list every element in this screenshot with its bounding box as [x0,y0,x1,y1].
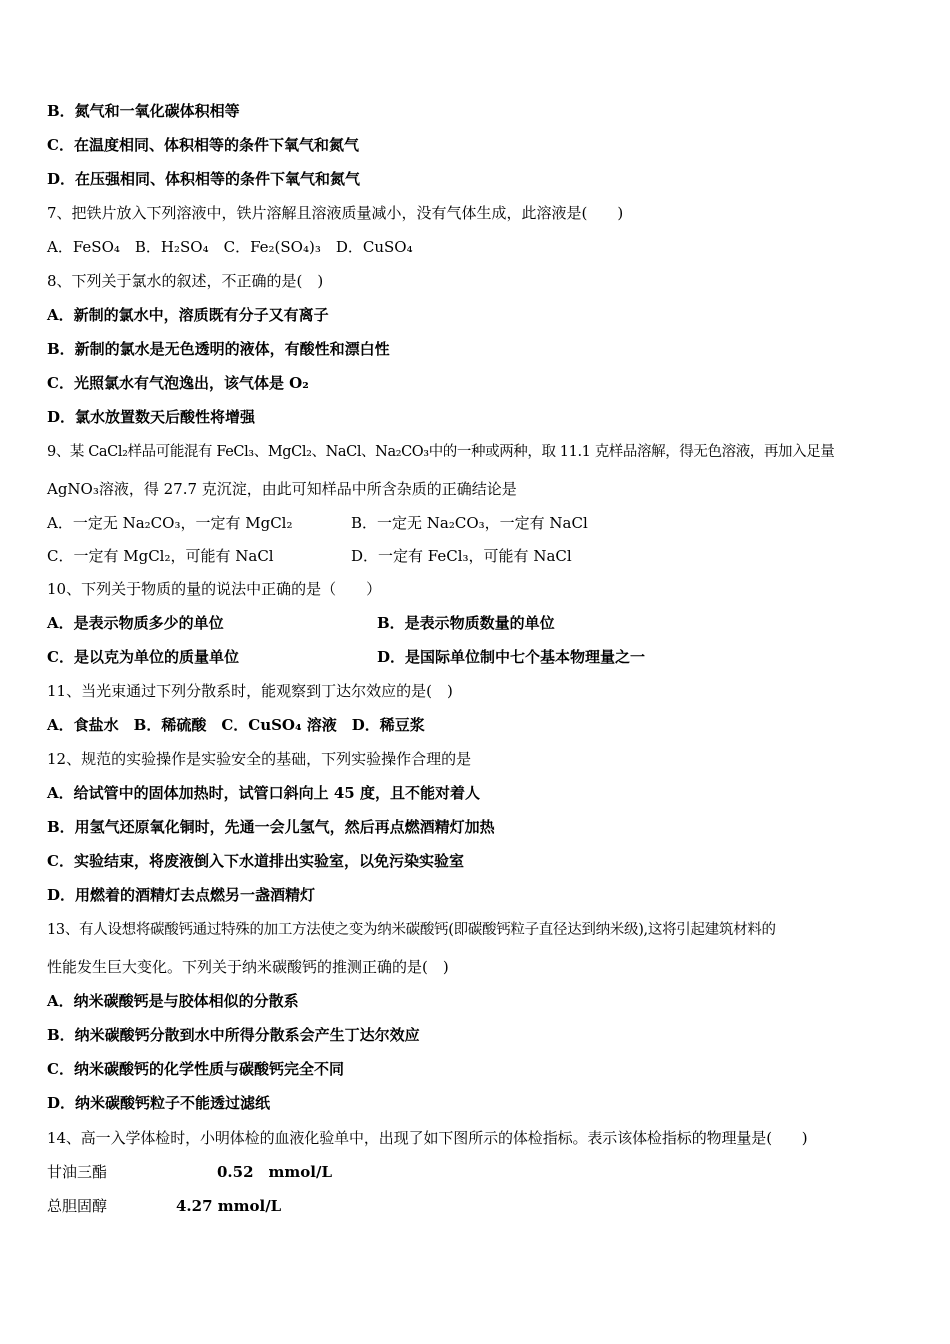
q12-option-b: B．用氢气还原氧化铜时，先通一会儿氢气，然后再点燃酒精灯加热 [47,818,495,836]
q12-option-c: C．实验结束，将废液倒入下水道排出实验室，以免污染实验室 [47,852,464,870]
q6-option-c: C．在温度相同、体积相等的条件下氧气和氮气 [47,136,359,154]
q8-option-d: D．氯水放置数天后酸性将增强 [47,408,256,426]
q9-option-a: A．一定无 Na₂CO₃，一定有 MgCl₂ [47,514,293,532]
q13-option-b: B．纳米碳酸钙分散到水中所得分散系会产生丁达尔效应 [47,1026,420,1044]
q14-stem: 14、高一入学体检时，小明体检的血液化验单中，出现了如下图所示的体检指标。表示该体检指标的物理量是( ) [47,1129,808,1147]
q8-stem: 8、下列关于氯水的叙述，不正确的是( ) [47,272,324,290]
q9-option-d: D．一定有 FeCl₃，可能有 NaCl [351,547,572,565]
q9-option-b: B．一定无 Na₂CO₃，一定有 NaCl [351,514,588,532]
q12-option-d: D．用燃着的酒精灯去点燃另一盏酒精灯 [47,886,316,904]
q13-option-d: D．纳米碳酸钙粒子不能透过滤纸 [47,1094,271,1112]
q6-option-b: B．氮气和一氧化碳体积相等 [47,102,240,120]
q13-stem-line1: 13、有人设想将碳酸钙通过特殊的加工方法使之变为纳米碳酸钙(即碳酸钙粒子直径达到纳米级),这将引起建筑材料的 [47,922,776,938]
q14-row1-value: 0.52 mmol/L [217,1163,333,1181]
q14-row2-value: 4.27 mmol/L [176,1197,282,1215]
q9-option-c: C．一定有 MgCl₂，可能有 NaCl [47,547,274,565]
q10-option-b: B．是表示物质数量的单位 [377,614,555,632]
q10-option-a: A．是表示物质多少的单位 [47,614,224,632]
q7-options: A．FeSO₄ B．H₂SO₄ C．Fe₂(SO₄)₃ D．CuSO₄ [47,238,413,256]
q6-option-d: D．在压强相同、体积相等的条件下氧气和氮气 [47,170,361,188]
q12-option-a: A．给试管中的固体加热时，试管口斜向上 45 度，且不能对着人 [47,784,480,802]
q9-stem-line1: 9、某 CaCl₂样品可能混有 FeCl₃、MgCl₂、NaCl、Na₂CO₃中的一种或两种，取 11.1 克样品溶解，得无色溶液，再加入足量 [47,444,835,460]
q11-stem: 11、当光束通过下列分散系时，能观察到丁达尔效应的是( ) [47,682,453,700]
q11-options: A．食盐水 B．稀硫酸 C．CuSO₄ 溶液 D．稀豆浆 [47,716,425,734]
q8-option-b: B．新制的氯水是无色透明的液体，有酸性和漂白性 [47,340,390,358]
q12-stem: 12、规范的实验操作是实验安全的基础，下列实验操作合理的是 [47,750,472,768]
q10-option-d: D．是国际单位制中七个基本物理量之一 [377,648,646,666]
q13-option-a: A．纳米碳酸钙是与胶体相似的分散系 [47,992,299,1010]
q14-row1-name: 甘油三酯 [47,1163,108,1181]
q13-stem-line2: 性能发生巨大变化。下列关于纳米碳酸钙的推测正确的是( ) [47,958,449,976]
q8-option-c: C．光照氯水有气泡逸出，该气体是 O₂ [47,374,309,392]
q7-stem: 7、把铁片放入下列溶液中，铁片溶解且溶液质量减小，没有气体生成，此溶液是( ) [47,204,624,222]
q10-option-c: C．是以克为单位的质量单位 [47,648,239,666]
q14-row2-name: 总胆固醇 [47,1197,108,1215]
q9-stem-line2: AgNO₃溶液，得 27.7 克沉淀，由此可知样品中所含杂质的正确结论是 [47,480,517,498]
q10-stem: 10、下列关于物质的量的说法中正确的是（ ） [47,580,382,598]
q8-option-a: A．新制的氯水中，溶质既有分子又有离子 [47,306,329,324]
q13-option-c: C．纳米碳酸钙的化学性质与碳酸钙完全不同 [47,1060,344,1078]
